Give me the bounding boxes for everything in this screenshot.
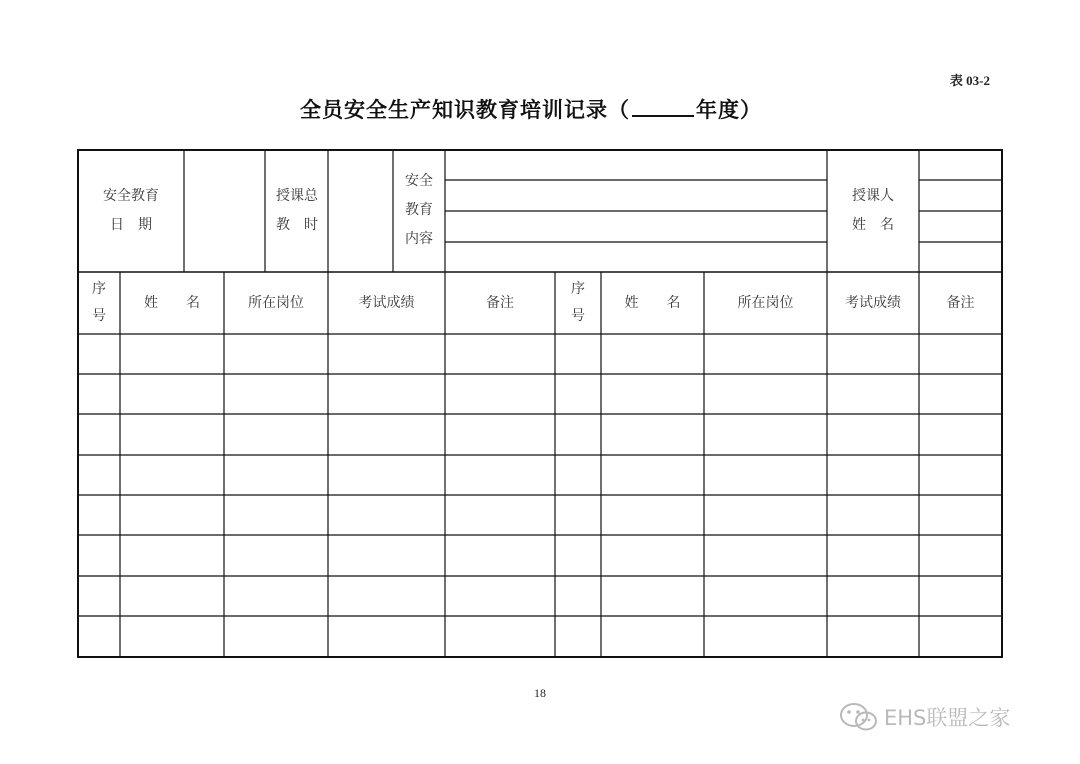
hours-label <box>268 182 326 240</box>
remark-header-left: 备注 <box>486 295 514 311</box>
title-prefix: 全员安全生产知识教育培训记录（ <box>300 98 630 122</box>
wechat-icon <box>838 700 880 734</box>
remark-header-right: 备注 <box>946 295 975 311</box>
teacher-label <box>830 182 916 240</box>
name-header-left: 姓 名 <box>144 295 200 311</box>
seq-line2: 号 <box>571 308 585 324</box>
seq-line2: 号 <box>92 308 106 324</box>
page-number: 18 <box>534 686 546 700</box>
score-header-right: 考试成绩 <box>845 295 901 311</box>
content-label-line3: 内容 <box>405 231 433 247</box>
hours-label-line2: 教 时 <box>276 217 318 233</box>
score-header-left: 考试成绩 <box>358 295 415 311</box>
content-label-line1: 安全 <box>405 173 433 189</box>
content-label <box>396 167 442 254</box>
date-label <box>84 182 178 240</box>
teacher-label-line1: 授课人 <box>852 188 894 204</box>
date-label-line1: 安全教育 <box>103 188 159 204</box>
watermark-text: EHS联盟之家 <box>884 706 1011 730</box>
teacher-label-line2: 姓 名 <box>852 217 894 233</box>
seq-line1: 序 <box>571 281 585 297</box>
form-code: 表 03-2 <box>949 73 990 88</box>
date-label-line2: 日 期 <box>110 217 152 233</box>
title-suffix: 年度） <box>696 98 762 122</box>
watermark <box>838 700 1010 734</box>
position-header-left: 所在岗位 <box>248 295 304 311</box>
name-header-right: 姓 名 <box>624 295 681 311</box>
seq-line1: 序 <box>92 281 106 297</box>
seq-header-right <box>557 276 599 330</box>
hours-label-line1: 授课总 <box>276 188 318 204</box>
seq-header-left <box>80 276 118 330</box>
position-header-right: 所在岗位 <box>737 295 794 311</box>
content-label-line2: 教育 <box>405 202 433 218</box>
